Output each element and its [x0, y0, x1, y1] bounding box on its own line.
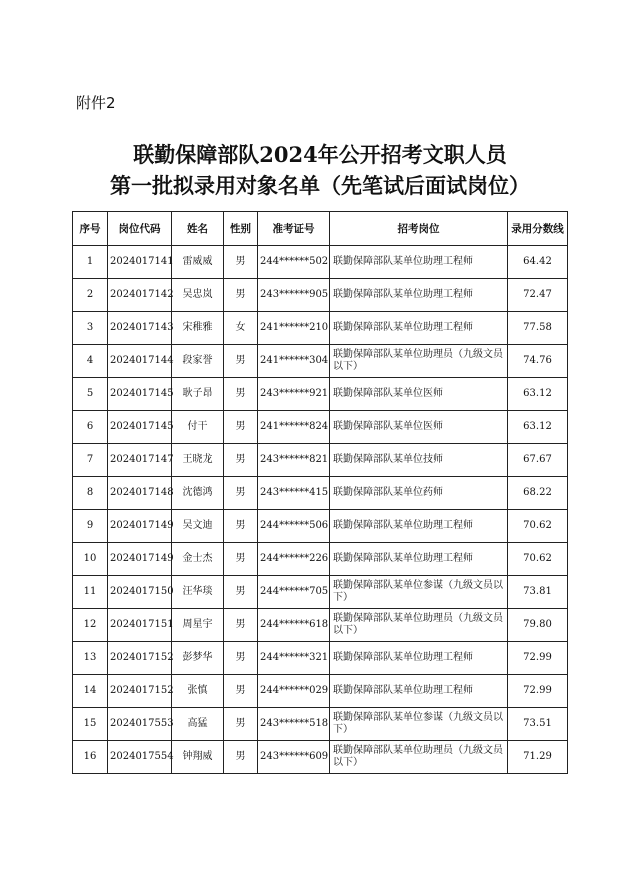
- cell-post-code: 2024017145: [108, 411, 172, 444]
- cell-exam-number: 243******821: [258, 444, 330, 477]
- cell-gender: 男: [224, 642, 258, 675]
- cell-position: 联勤保障部队某单位助理工程师: [330, 675, 508, 708]
- cell-seq: 4: [73, 345, 108, 378]
- cell-position: 联勤保障部队某单位技师: [330, 444, 508, 477]
- cell-gender: 男: [224, 246, 258, 279]
- cell-seq: 3: [73, 312, 108, 345]
- cell-post-code: 2024017147: [108, 444, 172, 477]
- table-row: [73, 345, 568, 378]
- cell-post-code: 2024017152: [108, 675, 172, 708]
- cell-seq: 10: [73, 543, 108, 576]
- cell-score: 70.62: [508, 510, 568, 543]
- cell-score: 63.12: [508, 411, 568, 444]
- cell-position: 联勤保障部队某单位参谋（九级文员以下）: [330, 576, 508, 609]
- cell-seq: 11: [73, 576, 108, 609]
- cell-position: 联勤保障部队某单位药师: [330, 477, 508, 510]
- cell-position: 联勤保障部队某单位医师: [330, 378, 508, 411]
- cell-name: 周星宇: [172, 609, 224, 642]
- cell-name: 王晓龙: [172, 444, 224, 477]
- cell-name: 高猛: [172, 708, 224, 741]
- table-row: [73, 675, 568, 708]
- cell-name: 段家誉: [172, 345, 224, 378]
- table-row: [73, 312, 568, 345]
- cell-seq: 2: [73, 279, 108, 312]
- cell-exam-number: 244******705: [258, 576, 330, 609]
- cell-name: 彭梦华: [172, 642, 224, 675]
- cell-gender: 男: [224, 378, 258, 411]
- cell-post-code: 2024017149: [108, 510, 172, 543]
- cell-gender: 男: [224, 708, 258, 741]
- cell-seq: 1: [73, 246, 108, 279]
- candidate-table: [72, 211, 568, 774]
- table-row: [73, 378, 568, 411]
- cell-exam-number: 244******502: [258, 246, 330, 279]
- cell-exam-number: 243******609: [258, 741, 330, 774]
- cell-exam-number: 243******921: [258, 378, 330, 411]
- table-row: [73, 510, 568, 543]
- cell-score: 77.58: [508, 312, 568, 345]
- table-row: [73, 444, 568, 477]
- table-row: [73, 609, 568, 642]
- cell-post-code: 2024017144: [108, 345, 172, 378]
- cell-score: 72.99: [508, 642, 568, 675]
- cell-exam-number: 244******506: [258, 510, 330, 543]
- cell-name: 雷威威: [172, 246, 224, 279]
- cell-position: 联勤保障部队某单位医师: [330, 411, 508, 444]
- cell-gender: 男: [224, 609, 258, 642]
- table-row: [73, 543, 568, 576]
- cell-exam-number: 241******210: [258, 312, 330, 345]
- table-row: [73, 708, 568, 741]
- cell-seq: 8: [73, 477, 108, 510]
- header-name: 姓名: [172, 212, 224, 246]
- table-row: [73, 279, 568, 312]
- cell-score: 73.81: [508, 576, 568, 609]
- header-score-line: 录用分数线: [508, 212, 568, 246]
- cell-seq: 7: [73, 444, 108, 477]
- cell-seq: 12: [73, 609, 108, 642]
- cell-exam-number: 244******618: [258, 609, 330, 642]
- cell-gender: 男: [224, 345, 258, 378]
- cell-gender: 男: [224, 444, 258, 477]
- cell-post-code: 2024017149: [108, 543, 172, 576]
- cell-exam-number: 243******518: [258, 708, 330, 741]
- cell-name: 耿子昂: [172, 378, 224, 411]
- cell-gender: 男: [224, 741, 258, 774]
- cell-name: 吴忠岚: [172, 279, 224, 312]
- cell-gender: 男: [224, 675, 258, 708]
- cell-position: 联勤保障部队某单位助理工程师: [330, 510, 508, 543]
- cell-seq: 9: [73, 510, 108, 543]
- cell-post-code: 2024017554: [108, 741, 172, 774]
- cell-post-code: 2024017152: [108, 642, 172, 675]
- cell-gender: 女: [224, 312, 258, 345]
- cell-position: 联勤保障部队某单位助理工程师: [330, 312, 508, 345]
- attachment-label: 附件2: [76, 94, 116, 112]
- cell-position: 联勤保障部队某单位助理员（九级文员以下）: [330, 609, 508, 642]
- cell-position: 联勤保障部队某单位助理员（九级文员以下）: [330, 345, 508, 378]
- cell-position: 联勤保障部队某单位助理员（九级文员以下）: [330, 741, 508, 774]
- header-exam-number: 准考证号: [258, 212, 330, 246]
- cell-exam-number: 243******415: [258, 477, 330, 510]
- cell-exam-number: 243******905: [258, 279, 330, 312]
- table-row: [73, 576, 568, 609]
- table-row: [73, 246, 568, 279]
- table-header-row: [73, 212, 568, 246]
- cell-post-code: 2024017145: [108, 378, 172, 411]
- cell-gender: 男: [224, 279, 258, 312]
- cell-gender: 男: [224, 510, 258, 543]
- header-gender: 性别: [224, 212, 258, 246]
- cell-exam-number: 241******824: [258, 411, 330, 444]
- cell-post-code: 2024017148: [108, 477, 172, 510]
- cell-gender: 男: [224, 477, 258, 510]
- cell-gender: 男: [224, 543, 258, 576]
- cell-score: 70.62: [508, 543, 568, 576]
- cell-exam-number: 241******304: [258, 345, 330, 378]
- cell-post-code: 2024017142: [108, 279, 172, 312]
- document-title-line-2: 第一批拟录用对象名单（先笔试后面试岗位）: [110, 173, 530, 198]
- cell-seq: 15: [73, 708, 108, 741]
- table-row: [73, 477, 568, 510]
- cell-score: 74.76: [508, 345, 568, 378]
- cell-seq: 6: [73, 411, 108, 444]
- table-row: [73, 741, 568, 774]
- header-seq: 序号: [73, 212, 108, 246]
- cell-seq: 5: [73, 378, 108, 411]
- cell-seq: 14: [73, 675, 108, 708]
- cell-exam-number: 244******029: [258, 675, 330, 708]
- cell-post-code: 2024017151: [108, 609, 172, 642]
- cell-post-code: 2024017141: [108, 246, 172, 279]
- cell-name: 金士杰: [172, 543, 224, 576]
- header-post-code: 岗位代码: [108, 212, 172, 246]
- cell-post-code: 2024017150: [108, 576, 172, 609]
- document-title-line-1: 联勤保障部队2024年公开招考文职人员: [133, 142, 507, 167]
- cell-gender: 男: [224, 576, 258, 609]
- cell-score: 64.42: [508, 246, 568, 279]
- cell-seq: 13: [73, 642, 108, 675]
- header-position: 招考岗位: [330, 212, 508, 246]
- cell-name: 吴文迪: [172, 510, 224, 543]
- cell-score: 67.67: [508, 444, 568, 477]
- cell-name: 沈德鸿: [172, 477, 224, 510]
- cell-seq: 16: [73, 741, 108, 774]
- cell-score: 72.47: [508, 279, 568, 312]
- cell-post-code: 2024017553: [108, 708, 172, 741]
- cell-post-code: 2024017143: [108, 312, 172, 345]
- cell-score: 68.22: [508, 477, 568, 510]
- cell-position: 联勤保障部队某单位参谋（九级文员以下）: [330, 708, 508, 741]
- cell-gender: 男: [224, 411, 258, 444]
- cell-position: 联勤保障部队某单位助理工程师: [330, 279, 508, 312]
- cell-position: 联勤保障部队某单位助理工程师: [330, 642, 508, 675]
- cell-name: 钟翔威: [172, 741, 224, 774]
- cell-name: 付干: [172, 411, 224, 444]
- cell-score: 72.99: [508, 675, 568, 708]
- cell-name: 汪华琰: [172, 576, 224, 609]
- cell-score: 73.51: [508, 708, 568, 741]
- cell-score: 63.12: [508, 378, 568, 411]
- cell-exam-number: 244******321: [258, 642, 330, 675]
- cell-exam-number: 244******226: [258, 543, 330, 576]
- cell-position: 联勤保障部队某单位助理工程师: [330, 543, 508, 576]
- cell-position: 联勤保障部队某单位助理工程师: [330, 246, 508, 279]
- cell-name: 张慎: [172, 675, 224, 708]
- cell-score: 79.80: [508, 609, 568, 642]
- cell-score: 71.29: [508, 741, 568, 774]
- cell-name: 宋稚雅: [172, 312, 224, 345]
- table-row: [73, 411, 568, 444]
- table-row: [73, 642, 568, 675]
